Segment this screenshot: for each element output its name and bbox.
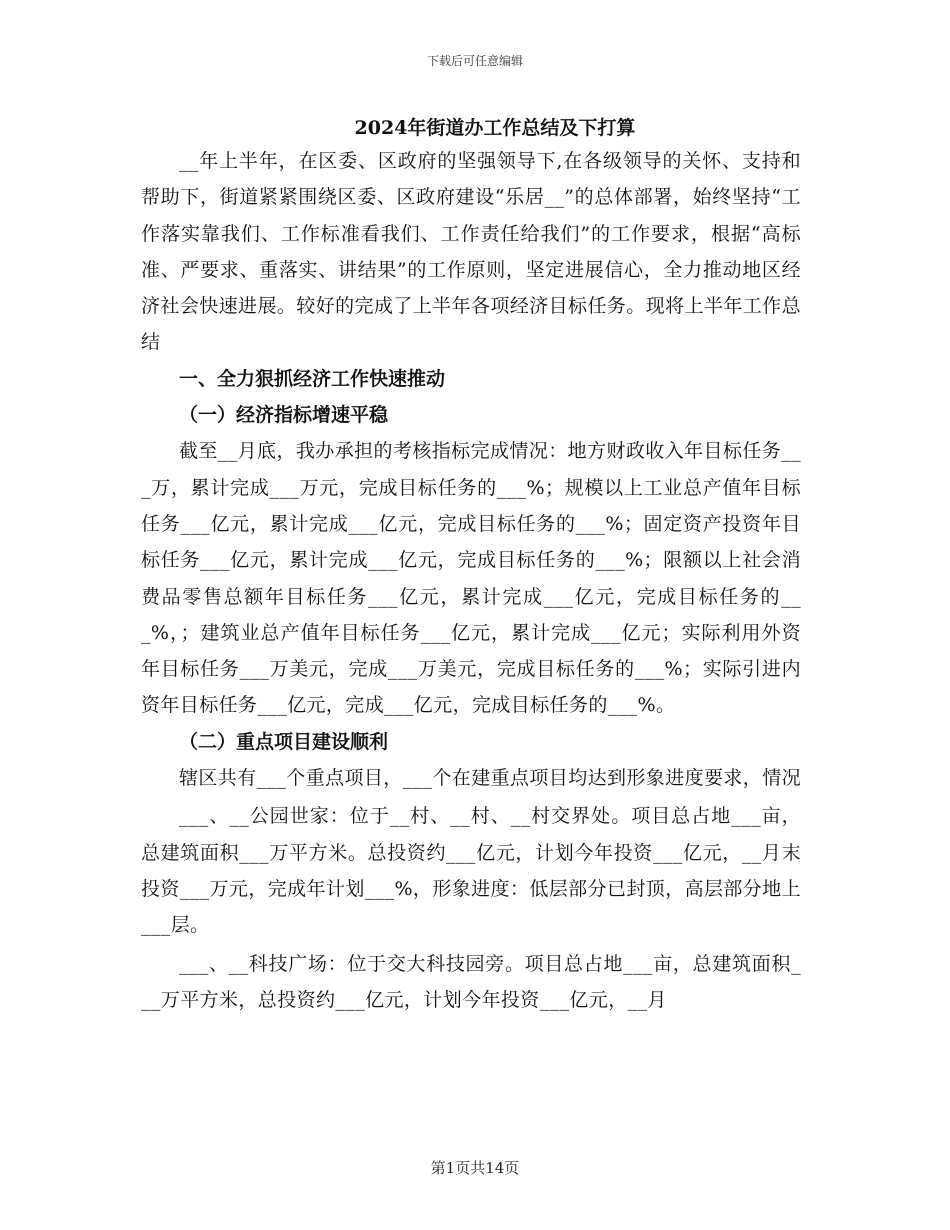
- section-heading: 一、全力狠抓经济工作快速推动: [179, 367, 446, 390]
- project-paragraph: ___、__科技广场：位于交大科技园旁。项目总占地___亩，总建筑面积___万平方米，总投资约___亿元，计划今年投资___亿元，__月: [141, 952, 801, 1011]
- document-title: 2024年街道办工作总结及下打算: [354, 117, 636, 139]
- page-header-note: 下载后可任意编辑: [426, 54, 523, 68]
- subsection-heading: （一）经济指标增速平稳: [179, 404, 389, 427]
- subsection-heading: （二）重点项目建设顺利: [179, 730, 389, 753]
- document-body: [141, 143, 801, 1018]
- body-paragraph: 辖区共有___个重点项目，___个在建重点项目均达到形象进度要求，情况: [179, 767, 802, 790]
- body-paragraph: 截至__月底，我办承担的考核指标完成情况：地方财政收入年目标任务___万，累计完成___万元，完成目标任务的___%；规模以上工业总产值年目标任务___亿元，累计完成___亿元，完成目标任务的___%；固定资产投资年目标任务___亿元，累计完成___亿元，完成目标任务的___%；限额以上社会消费品零售总额年目标任务___亿元，累计完成___亿元，完成目标任务的___%，；建筑业总产值年目标任务___亿元，累计完成___亿元；实际利用外资年目标任务___万美元，完成___万美元，完成目标任务的___%；实际引进内资年目标任务___亿元，完成___亿元，完成目标任务的___%。: [141, 440, 801, 717]
- page-number: 第1页共14页: [430, 1159, 520, 1177]
- intro-paragraph: __年上半年，在区委、区政府的坚强领导下,在各级领导的关怀、支持和帮助下，街道紧紧围绕区委、区政府建设“乐居__”的总体部署，始终坚持“工作落实靠我们、工作标准看我们、工作责任给我们”的工作要求，根据“高标准、严要求、重落实、讲结果”的工作原则，坚定进展信心，全力推动地区经济社会快速进展。较好的完成了上半年各项经济目标任务。现将上半年工作总结: [141, 150, 801, 354]
- project-paragraph: ___、__公园世家：位于__村、__村、__村交界处。项目总占地___亩，总建筑面积___万平方米。总投资约___亿元，计划今年投资___亿元，__月末投资___万元，完成年计划___%，形象进度：低层部分已封顶，高层部分地上___层。: [141, 805, 801, 937]
